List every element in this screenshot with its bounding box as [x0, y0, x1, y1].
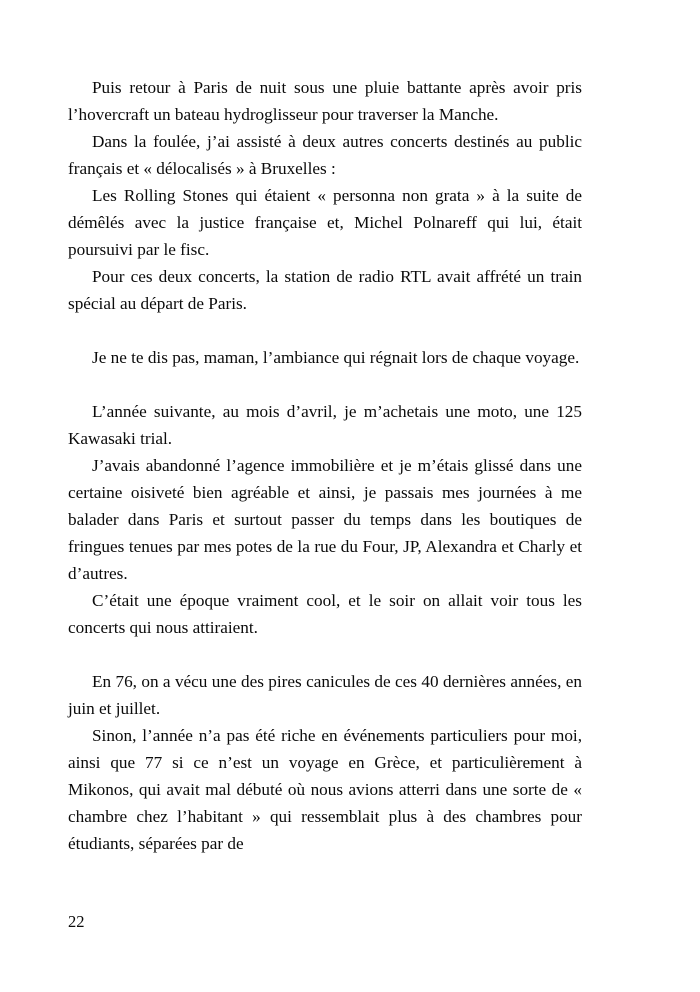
body-text-column — [68, 74, 582, 857]
paragraph: C’était une époque vraiment cool, et le soir on allait voir tous les concerts qui nous attiraient. — [68, 591, 582, 637]
paragraph: En 76, on a vécu une des pires canicules de ces 40 dernières années, en juin et juillet. — [68, 672, 582, 718]
paragraph-group-separator — [68, 371, 582, 398]
paragraph: L’année suivante, au mois d’avril, je m’achetais une moto, une 125 Kawasaki trial. — [68, 402, 582, 448]
paragraph: Sinon, l’année n’a pas été riche en événements particuliers pour moi, ainsi que 77 si ce n’est un voyage en Grèce, et particulièrement à Mikonos, qui avait mal débuté où nous avions atterri dans une sorte de « chambre chez l’habitant » qui ressemblait plus à des chambres pour étudiants, séparées par de — [68, 726, 582, 853]
paragraph: Je ne te dis pas, maman, l’ambiance qui régnait lors de chaque voyage. — [92, 348, 580, 367]
page-number: 22 — [68, 912, 85, 931]
paragraph-group-separator — [68, 317, 582, 344]
paragraph: Puis retour à Paris de nuit sous une pluie battante après avoir pris l’hovercraft un bateau hydroglisseur pour traverser la Manche. — [68, 78, 582, 124]
paragraph: J’avais abandonné l’agence immobilière et je m’étais glissé dans une certaine oisiveté bien agréable et ainsi, je passais mes journées à me balader dans Paris et surtout passer du temps dans les boutiques de fringues tenues par mes potes de la rue du Four, JP, Alexandra et Charly et d’autres. — [68, 456, 582, 583]
paragraph: Pour ces deux concerts, la station de radio RTL avait affrété un train spécial au départ de Paris. — [68, 267, 582, 313]
paragraph: Les Rolling Stones qui étaient « personna non grata » à la suite de démêlés avec la justice française et, Michel Polnareff qui lui, était poursuivi par le fisc. — [68, 186, 582, 259]
paragraph: Dans la foulée, j’ai assisté à deux autres concerts destinés au public français et « délocalisés » à Bruxelles : — [68, 132, 582, 178]
paragraph-group-separator — [68, 641, 582, 668]
